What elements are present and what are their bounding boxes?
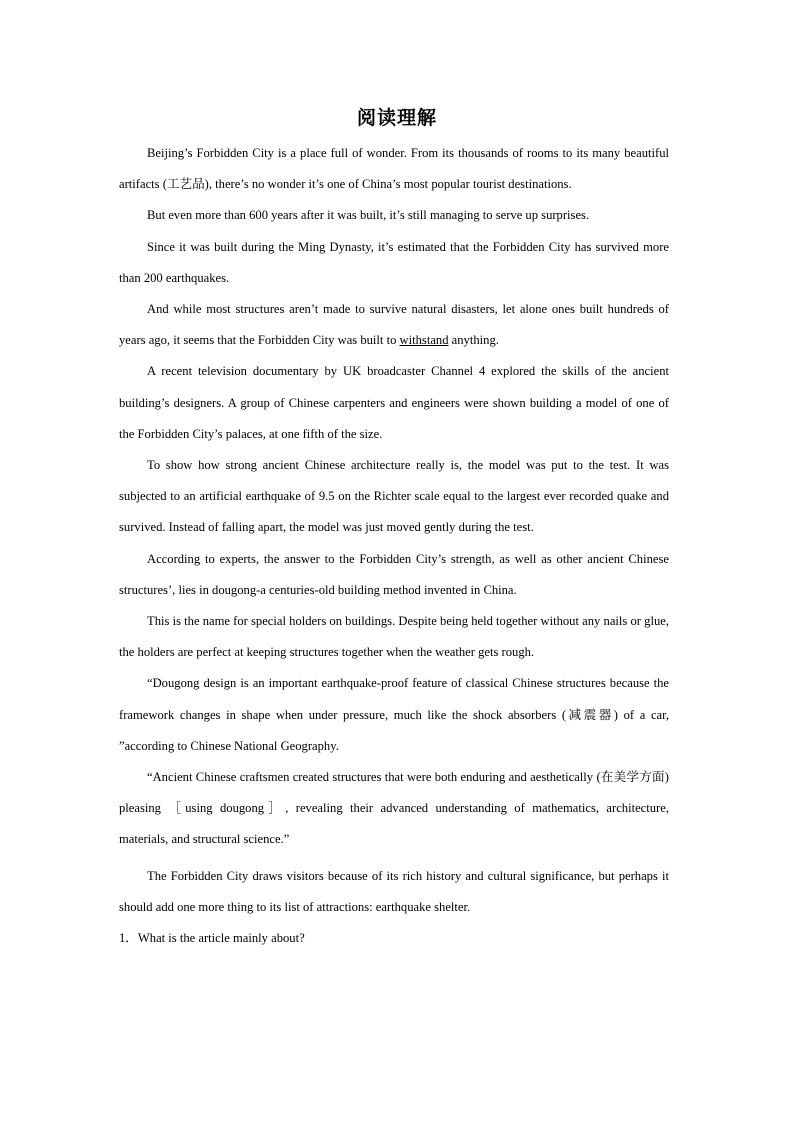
paragraph-6: To show how strong ancient Chinese architecture really is, the model was put to the test. It was subjected to an artificial earthquake of 9.5 on the Richter scale equal to the largest ever recorded quake and survived. Instead of falling apart, the model was just moved gently during the test.: [119, 458, 669, 535]
paragraph-11: The Forbidden City draws visitors because of its rich history and cultural significance, but perhaps it should add one more thing to its list of attractions: earthquake shelter.: [119, 868, 669, 914]
page-title: 阅读理解: [356, 107, 437, 129]
paragraph-7: According to experts, the answer to the Forbidden City’s strength, as well as other ancient Chinese structures’, lies in dougong-a centuries-old building method invented in China.: [119, 551, 669, 597]
paragraph-4-text-after: anything.: [448, 333, 499, 348]
paragraph-1: Beijing’s Forbidden City is a place full of wonder. From its thousands of rooms to its many beautiful artifacts (工艺品), there’s no wonder it’s one of China’s most popular tourist destinations.: [119, 146, 669, 192]
paragraph-9: “Dougong design is an important earthquake-proof feature of classical Chinese structures because the framework changes in shape when under pressure, much like the shock absorbers (减震器) of a car, ”according to Chinese National Geography.: [119, 676, 669, 753]
paragraph-2: But even more than 600 years after it was built, it’s still managing to serve up surprises.: [147, 208, 590, 223]
article-body: [119, 138, 669, 954]
paragraph-5: A recent television documentary by UK broadcaster Channel 4 explored the skills of the ancient building’s designers. A group of Chinese carpenters and engineers were shown building a model of one of the Forbidden City’s palaces, at one fifth of the size.: [119, 364, 669, 441]
paragraph-8: This is the name for special holders on buildings. Despite being held together without any nails or glue, the holders are perfect at keeping structures together when the weather gets rough.: [119, 614, 669, 660]
paragraph-4: [119, 294, 669, 356]
paragraph-4-text-before: And while most structures aren’t made to survive natural disasters, let alone ones built hundreds of years ago, it seems that the Forbidden City was built to: [119, 302, 669, 348]
paragraph-10: “Ancient Chinese craftsmen created structures that were both enduring and aesthetically (在美学方面) pleasing ［using dougong］, revealing their advanced understanding of mathematics, architecture, materials, and structural science.”: [119, 770, 669, 847]
underlined-word-withstand: withstand: [399, 333, 449, 348]
question-1: 1．What is the article mainly about?: [119, 931, 305, 946]
paragraph-3: Since it was built during the Ming Dynasty, it’s estimated that the Forbidden City has survived more than 200 earthquakes.: [119, 239, 669, 285]
